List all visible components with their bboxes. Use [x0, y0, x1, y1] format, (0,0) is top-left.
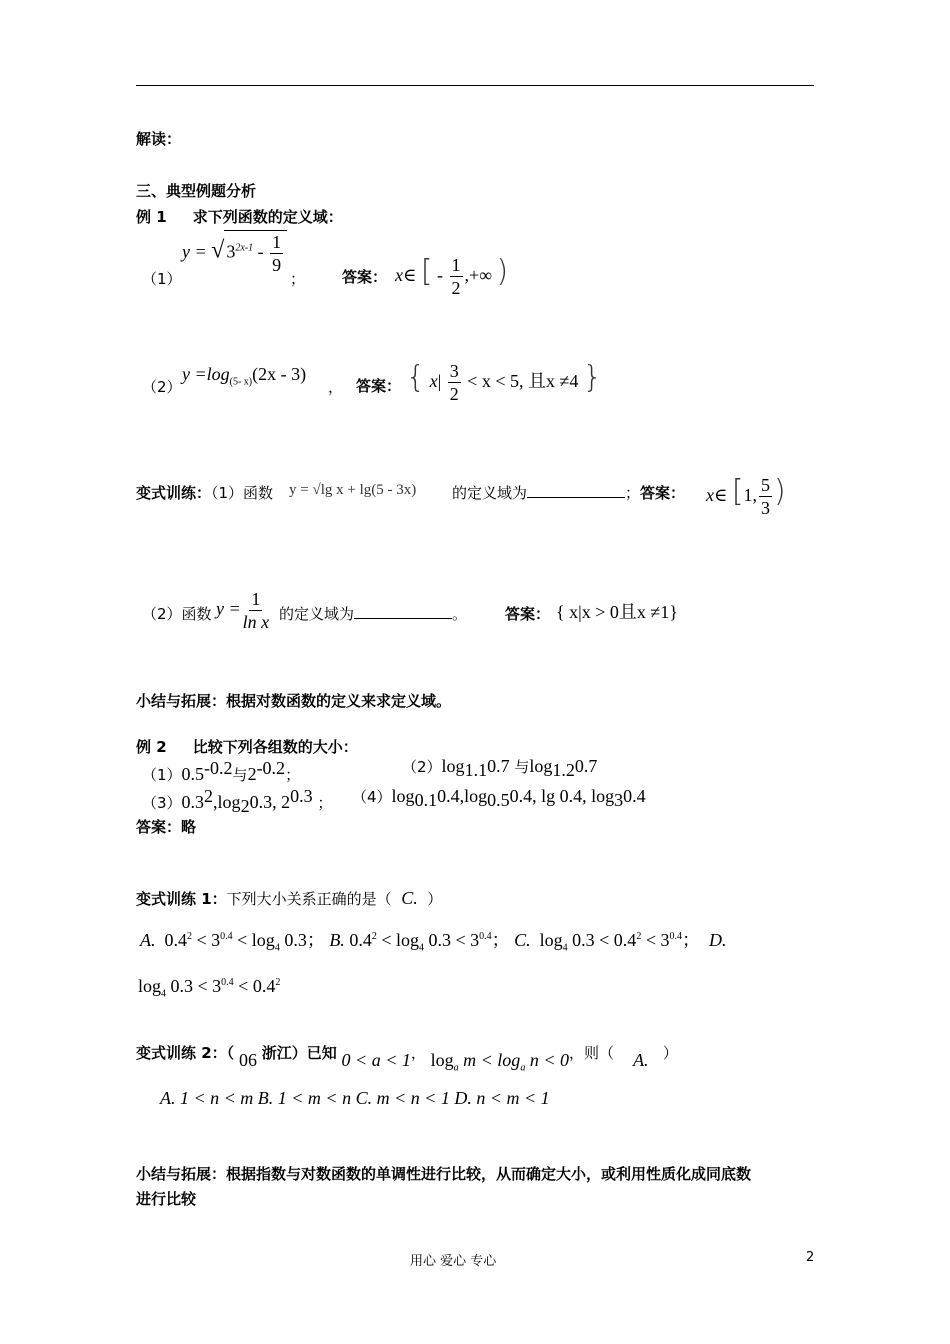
summary-2-line1: 小结与拓展：根据指数与对数函数的单调性进行比较，从而确定大小，或利用性质化成同底数: [136, 1165, 752, 1183]
q1-minus: -: [257, 241, 264, 262]
variant1-p1-after: 的定义域为: [452, 484, 528, 502]
q1-ans-minus: -: [437, 265, 444, 285]
optD-label: D.: [708, 930, 727, 950]
example1-title: [136, 206, 343, 227]
q1-answer-label: 答案：: [342, 268, 388, 286]
q1-frac-den: 9: [272, 255, 282, 275]
optC-1: log: [539, 930, 563, 950]
optC-end: ；: [681, 930, 700, 950]
ex2-q2-v1: 0.7: [487, 756, 510, 776]
variant1-p1-tail: [452, 482, 685, 503]
variant1-label: 变式训练：: [136, 484, 212, 502]
q1-ans-x: x∈: [395, 265, 417, 285]
variant1-p2-blank: [354, 604, 452, 619]
variant1-p2-expression: [216, 590, 271, 631]
optA-label: A.: [140, 930, 156, 950]
ex2-q1-a-exp: -0.2: [204, 758, 233, 778]
q2-ans-brace-open: {: [406, 360, 426, 395]
optD-2e: 0.4: [221, 977, 234, 988]
header-rule: [136, 85, 814, 86]
summary-1: 小结与拓展：根据对数函数的定义来求定义域。: [136, 692, 452, 710]
optD-1s: 4: [161, 988, 167, 1000]
q1-ans-frac-den: 2: [451, 278, 461, 299]
q1-ans-bracket-open: [: [420, 254, 433, 289]
variant1-p1-semicolon: ；: [625, 484, 641, 502]
optB-2: < log: [381, 930, 419, 950]
ex2-q1-a: 0.5: [181, 764, 205, 784]
v1p2-frac-num: 1: [251, 589, 261, 609]
variant1-p2-answer-label: 答案：: [505, 605, 551, 623]
variant2-question: [136, 888, 442, 909]
optA-2: < 3: [196, 930, 221, 950]
q1-frac-num: 1: [272, 232, 282, 252]
optC-2: 0.3 < 0.4: [572, 930, 637, 950]
variant3-log-c: n < 0: [529, 1050, 569, 1070]
q1-exp: 2x-1: [235, 242, 254, 254]
variant3-province: 浙江）已知: [261, 1044, 337, 1062]
optD-2: 0.3 < 3: [170, 976, 222, 996]
example1-number: 例 1: [136, 208, 167, 226]
example2-q2: [402, 756, 597, 781]
q1-y: y =: [182, 241, 207, 262]
optC-3: < 3: [645, 930, 670, 950]
optA-4: 0.3: [284, 930, 307, 950]
optB-2s: 4: [418, 942, 424, 954]
variant3-log-a: log: [430, 1050, 454, 1070]
variant3-then: ，则（: [568, 1044, 614, 1062]
ex2-q2-v2: 0.7: [574, 756, 598, 776]
optC-3e: 0.4: [669, 931, 682, 942]
optC-1s: 4: [562, 942, 568, 954]
optC-2e: 2: [636, 931, 642, 942]
variant3-question: [136, 1042, 678, 1074]
variant3-log-b: m < log: [463, 1050, 521, 1070]
optA-1: 0.4: [164, 930, 187, 950]
q2-answer-label: 答案：: [356, 377, 402, 395]
ex2-q3-a: 0.3: [181, 792, 205, 812]
optB-label: B.: [329, 930, 345, 950]
ex2-q1-b-exp: -0.2: [256, 758, 286, 778]
q1-ans-bracket-close: ): [496, 254, 509, 289]
variant3-cond1: 0 < a < 1: [341, 1050, 411, 1070]
v1-ans-x: x∈: [706, 485, 728, 505]
q2-ans-brace-close: }: [582, 360, 602, 395]
variant3-choice: A.: [633, 1050, 649, 1070]
variant1-p2-after: 的定义域为: [279, 605, 355, 623]
example2-q1: [142, 758, 300, 785]
q2-log-arg: (2x - 3): [252, 364, 307, 384]
variant2-text: 下列大小关系正确的是（: [226, 890, 392, 908]
optA-3s: 4: [274, 942, 280, 954]
ex2-q3-rest: 0.3, 2: [249, 792, 291, 812]
v1-ans-bracket-close: ): [774, 474, 786, 509]
ex2-q2-and: 与: [514, 758, 530, 776]
q1-base: 3: [226, 241, 236, 262]
example2-answer: 答案：略: [136, 818, 197, 836]
ex2-q2-log1-base: 1.1: [464, 760, 488, 780]
ex2-q3-number: （3）: [142, 794, 182, 812]
optB-1: 0.4: [349, 930, 372, 950]
variant1-p2-answer: { x|x > 0且x ≠1}: [556, 602, 678, 622]
v1p2-y: y =: [216, 598, 241, 619]
optB-3e: 0.4: [479, 931, 492, 942]
example1-q2-expression: [182, 364, 306, 388]
v1-ans-frac-num: 5: [761, 475, 771, 496]
variant1-p1-answer-label: 答案：: [640, 484, 686, 502]
example2-number: 例 2: [136, 738, 167, 756]
footer-text: 用心 爱心 专心: [410, 1254, 497, 1269]
optA-end: ；: [306, 930, 325, 950]
ex2-q1-and: 与: [232, 766, 248, 784]
summary-2-line2: 进行比较: [136, 1190, 197, 1208]
example1-q1-number: （1）: [142, 270, 182, 288]
variant3-comma: ，: [410, 1044, 426, 1062]
q2-ans-frac-den: 2: [449, 384, 459, 405]
section-heading: 三、典型例题分析: [136, 182, 257, 200]
variant3-log-a-base: a: [453, 1062, 459, 1074]
q2-ans-rest: < x < 5, 且x ≠4: [467, 371, 579, 391]
jiedu-label: 解读：: [136, 130, 182, 148]
variant3-paren: （: [226, 1044, 235, 1062]
variant3-close: ）: [662, 1044, 678, 1062]
variant1-p1-blank: [527, 483, 625, 498]
optA-3: < log: [237, 930, 275, 950]
optD-3e: 2: [275, 977, 281, 988]
q1-ans-rest: ,+∞: [464, 265, 493, 285]
v1-ans-one: 1,: [743, 485, 758, 505]
q2-log: y =log: [182, 364, 230, 384]
example2-q3: [142, 786, 332, 817]
v1p2-frac-den: ln x: [242, 612, 270, 632]
optB-end: ；: [491, 930, 510, 950]
optA-2e: 0.4: [220, 931, 233, 942]
q2-answer: [406, 360, 602, 403]
page-number: 2: [806, 1250, 815, 1265]
q1-ans-frac-num: 1: [451, 255, 461, 276]
ex2-q4-log2-base: 0.5: [487, 790, 510, 810]
variant1-p2-text: （2）函数: [142, 605, 212, 623]
variant1-p1-text: （1）函数: [211, 484, 274, 502]
ex2-q2-log2: log: [529, 756, 553, 776]
ex2-q3-log-base: 2: [240, 796, 250, 816]
variant3-log-b-base: a: [520, 1062, 526, 1074]
ex2-q1-semicolon: ；: [285, 766, 301, 784]
v1-ans-bracket-open: [: [731, 474, 744, 509]
q2-separator: ，: [328, 378, 344, 396]
optD-3: < 0.4: [238, 976, 276, 996]
example1-desc: 求下列函数的定义域：: [192, 208, 343, 226]
ex2-q1-b: 2: [247, 764, 257, 784]
ex2-q2-log1: log: [441, 756, 465, 776]
variant3-options: A. 1 < n < m B. 1 < m < n C. m < n < 1 D. n < m < 1: [160, 1088, 550, 1108]
ex2-q4-log1-base: 0.1: [414, 790, 438, 810]
variant3-year: 06: [238, 1050, 257, 1070]
ex2-q4-log3-base: 3: [614, 790, 624, 810]
ex2-q1-number: （1）: [142, 766, 182, 784]
ex2-q4-number: （4）: [352, 788, 392, 806]
q2-ans-bar: |: [437, 371, 442, 391]
ex2-q3-a-exp: 2: [204, 786, 214, 806]
ex2-q4-v3: 0.4: [623, 786, 646, 806]
q1-answer: [395, 254, 508, 297]
variant1-p2-tail: [279, 603, 467, 624]
example2-desc: 比较下列各组数的大小：: [192, 738, 358, 756]
variant2-label: 变式训练 1：: [136, 890, 227, 908]
optB-3: 0.3 < 3: [428, 930, 480, 950]
optB-1e: 2: [371, 931, 377, 942]
variant2-choice: C.: [401, 888, 418, 908]
example2-q4: [352, 786, 646, 811]
variant1-p1-expression: y = √lg x + lg(5 - 3x): [289, 482, 417, 498]
q2-ans-x: x: [429, 371, 438, 391]
example2-title: [136, 736, 358, 757]
q2-log-base: (5- x): [229, 376, 253, 388]
variant2-options-line2: [138, 976, 280, 1000]
example1-q2-number: （2）: [142, 378, 182, 396]
variant1-p1-answer: [706, 474, 786, 517]
ex2-q3-rest-exp: 0.3: [290, 786, 313, 806]
v1-ans-frac-den: 3: [761, 498, 771, 519]
optD-1: log: [138, 976, 162, 996]
ex2-q4-log1: log: [391, 786, 415, 806]
ex2-q3-log: ,log: [213, 792, 241, 812]
optC-label: C.: [514, 930, 531, 950]
example1-q1-expression: y = √ $3^{2x-1}$ - $\frac{1}{9}$: [182, 230, 287, 274]
ex2-q4-v1: 0.4,log: [437, 786, 488, 806]
optA-1e: 2: [187, 931, 192, 942]
variant1-line1: [136, 482, 273, 503]
ex2-q2-log2-base: 1.2: [552, 760, 575, 780]
variant3-label: 变式训练 2：: [136, 1044, 227, 1062]
q1-separator: ；: [290, 270, 306, 288]
ex2-q4-v2: 0.4, lg 0.4, log: [509, 786, 615, 806]
variant2-options-line1: [140, 926, 726, 954]
q2-ans-frac-num: 3: [449, 361, 459, 382]
ex2-q2-number: （2）: [402, 758, 442, 776]
variant1-p2-end: 。: [452, 605, 468, 623]
variant2-close: ）: [427, 890, 443, 908]
ex2-q3-semicolon: ；: [317, 794, 333, 812]
